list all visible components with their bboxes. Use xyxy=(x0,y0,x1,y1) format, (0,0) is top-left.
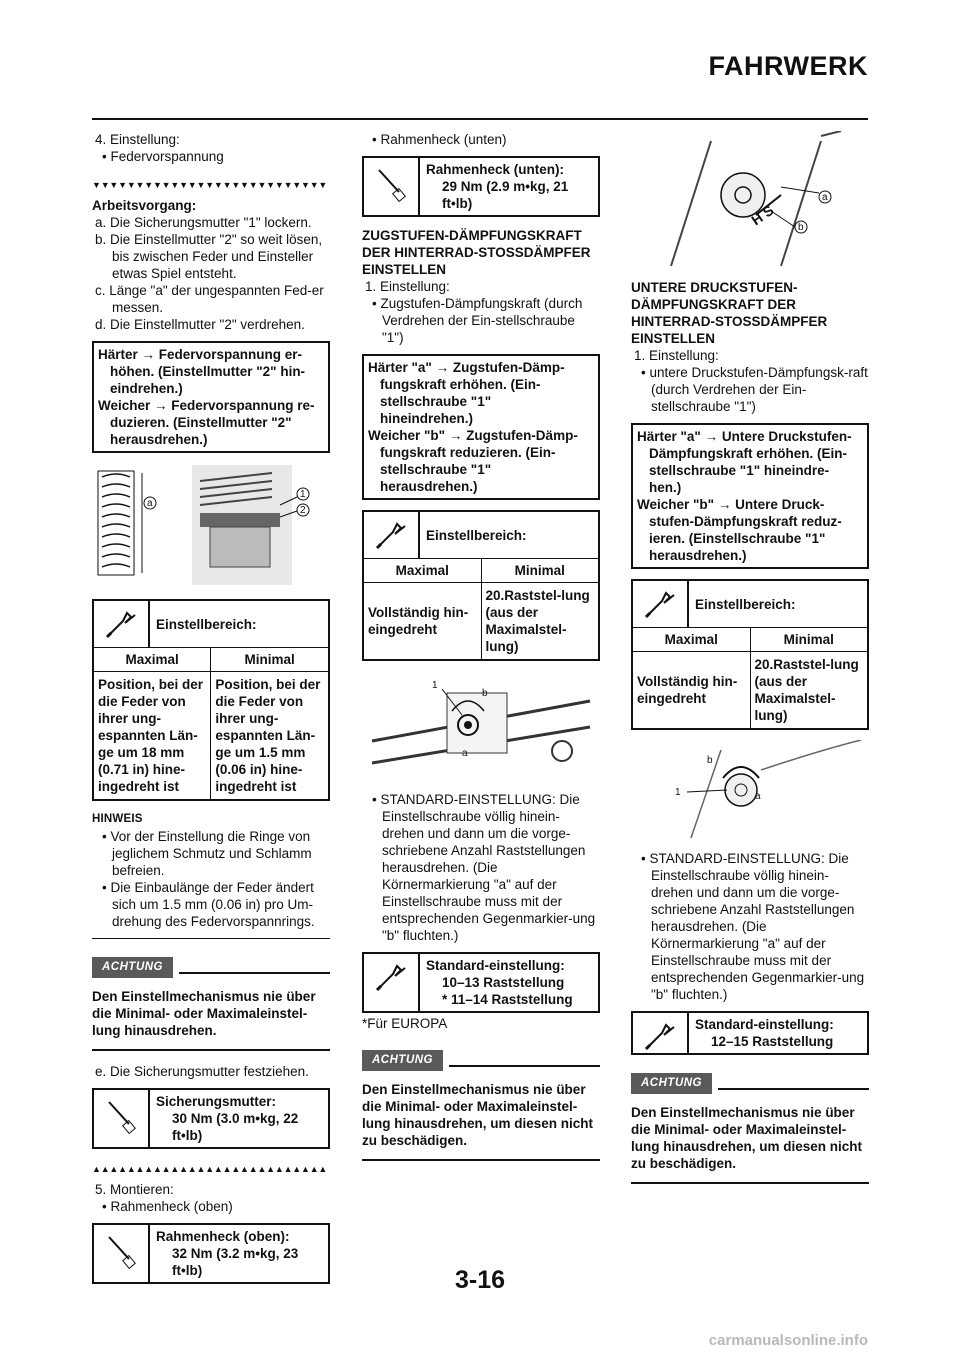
range-table: Einstellbereich: Maximal Minimal Vollständig hin-eingedreht 20.Raststel-lung (aus der Maximalstel-lung) xyxy=(362,510,600,661)
step-b: b. Die Einstellmutter "2" so weit lösen, bis zwischen Feder und Einsteller etwas Spiel entsteht. xyxy=(95,232,323,281)
label-a: a xyxy=(147,498,153,509)
harder-softer-box: Härter → Federvorspannung er- höhen. (Einstellmutter "2" hin- eindrehen.) Weicher → Federvorspannung re- duzieren. (Einstellmutter "2" herausdrehen.) xyxy=(92,341,330,453)
rebound-adjuster-figure xyxy=(362,671,600,781)
caution-badge: ACHTUNG xyxy=(631,1073,712,1094)
wrench-icon xyxy=(633,581,689,627)
step-1: 1. Einstellung: xyxy=(365,279,450,294)
watermark: carmanualsonline.info xyxy=(708,1332,868,1349)
label-a: a xyxy=(462,748,468,759)
wrench-icon xyxy=(94,601,150,647)
note-rule xyxy=(92,938,330,939)
section-title-rebound: ZUGSTUFEN-DÄMPFUNGSKRAFT DER HINTERRAD-STOSSDÄMPFER EINSTELLEN xyxy=(362,228,591,277)
step-1: 1. Einstellung: xyxy=(634,348,719,363)
page-title: FAHRWERK xyxy=(708,51,868,81)
caution-badge: ACHTUNG xyxy=(362,1050,443,1071)
footnote: *Für EUROPA xyxy=(362,1016,448,1031)
step-1-bullet: • untere Druckstufen-Dämpfungsk-raft (durch Verdrehen der Ein-stellschraube "1") xyxy=(631,364,869,415)
standard-setting-bullet: • STANDARD-EINSTELLUNG: Die Einstellschraube völlig hinein-drehen und dann um die vorge-schriebene Anzahl Raststellungen herausdrehen. (Die Körnermarkierung "a" auf der Einstellschraube muss mit der entsprechenden Gegenmarkier-ung "b" fluchten.) xyxy=(631,850,869,1003)
step-d: d. Die Einstellmutter "2" verdrehen. xyxy=(95,317,305,332)
caution-header xyxy=(92,957,330,978)
label-b: b xyxy=(798,222,804,233)
caution-text: Den Einstellmechanismus nie über die Minimal- oder Maximaleinstel-lung hinausdrehen, um diesen nicht zu beschädigen. xyxy=(631,1105,863,1171)
lower-frame-bullet: • Rahmenheck (unten) xyxy=(362,131,600,148)
standard-setting-box: Standard-einstellung: 12–15 Raststellung xyxy=(631,1011,869,1055)
step-1-bullet: • Zugstufen-Dämpfungskraft (durch Verdrehen der Ein-stellschraube "1") xyxy=(362,295,600,346)
column-2 xyxy=(362,131,600,1161)
step-a: a. Die Sicherungsmutter "1" lockern. xyxy=(95,215,312,230)
harder-softer-box: Härter "a" → Zugstufen-Dämp- fungskraft erhöhen. (Ein- stellschraube "1" hineindrehen.) Weicher "b" → Zugstufen-Dämp- fungskraft reduzieren. (Ein- stellschraube "1" herausdrehen.) xyxy=(362,354,600,500)
step-5-bullet: • Rahmenheck (oben) xyxy=(92,1198,330,1215)
label-b: b xyxy=(707,755,713,766)
section-title-compression: UNTERE DRUCKSTUFEN-DÄMPFUNGSKRAFT DER HINTERRAD-STOSSDÄMPFER EINSTELLEN xyxy=(631,280,828,346)
wrench-icon xyxy=(364,954,420,1011)
note-heading: HINWEIS xyxy=(92,813,143,825)
compression-adjuster-figure-top xyxy=(631,131,869,269)
range-table: Einstellbereich: Maximal Minimal Vollständig hin-eingedreht 20.Raststel-lung (aus der Maximalstel-lung) xyxy=(631,579,869,730)
header-rule xyxy=(92,118,868,120)
column-1 xyxy=(92,131,330,1294)
step-5: 5. Montieren: xyxy=(95,1182,174,1197)
caution-badge: ACHTUNG xyxy=(92,957,173,978)
step-c: c. Länge "a" der ungespannten Fed-er messen. xyxy=(95,283,324,315)
wrench-icon xyxy=(364,512,420,558)
caution-text: Den Einstellmechanismus nie über die Minimal- oder Maximaleinstel-lung hinausdrehen, um diesen nicht zu beschädigen. xyxy=(362,1082,594,1148)
harder-softer-box: Härter "a" → Untere Druckstufen- Dämpfungskraft erhöhen. (Ein- stellschraube "1" hineindre- hen.) Weicher "b" → Untere Druck- stufen-Dämpfungskraft reduz- ieren. (Einstellschraube "1" herausdrehen.) xyxy=(631,423,869,569)
step-4: 4. Einstellung: xyxy=(95,132,180,147)
procedure-title: Arbeitsvorgang: xyxy=(92,198,197,213)
hs-marking: H S xyxy=(748,201,777,229)
torque-box-locknut: Sicherungsmutter: 30 Nm (3.0 m•kg, 22 ft•lb) xyxy=(92,1088,330,1149)
caution-text: Den Einstellmechanismus nie über die Minimal- oder Maximaleinstel-lung hinausdrehen. xyxy=(92,989,316,1038)
range-table: Einstellbereich: Maximal Minimal Position, bei der die Feder von ihrer ung-espannten Län-ge um 18 mm (0.71 in) hine-ingedreht ist Position, bei der die Feder von ihrer ung-espannten Län-ge um 1.5 mm (0.06 in) hine-ingedreht ist xyxy=(92,599,330,801)
caution-header xyxy=(362,1050,600,1071)
column-3 xyxy=(631,131,869,1184)
label-1: 1 xyxy=(675,787,681,798)
label-a: a xyxy=(755,791,761,802)
step-e: e. Die Sicherungsmutter festziehen. xyxy=(95,1064,309,1079)
caution-header xyxy=(631,1073,869,1094)
spring-preload-figure xyxy=(92,463,330,589)
torque-wrench-icon xyxy=(364,158,420,215)
compression-adjuster-figure-bottom xyxy=(631,740,869,840)
standard-setting-box: Standard-einstellung: 10–13 Raststellung * 11–14 Raststellung xyxy=(362,952,600,1013)
label-2: 2 xyxy=(300,505,306,516)
torque-wrench-icon xyxy=(94,1090,150,1147)
label-b: b xyxy=(482,688,488,699)
label-a: a xyxy=(822,192,828,203)
torque-box-lower: Rahmenheck (unten): 29 Nm (2.9 m•kg, 21 ft•lb) xyxy=(362,156,600,217)
procedure-end-marker: ▲▲▲▲▲▲▲▲▲▲▲▲▲▲▲▲▲▲▲▲▲▲▲▲▲▲▲ xyxy=(92,1164,328,1174)
note-item: • Die Einbaulänge der Feder ändert sich um 1.5 mm (0.06 in) pro Um-drehung des Federvorspannrings. xyxy=(92,879,330,930)
note-item: • Vor der Einstellung die Ringe von jeglichem Schmutz und Schlamm befreien. xyxy=(92,828,330,879)
label-1: 1 xyxy=(432,680,438,691)
label-1: 1 xyxy=(300,489,306,500)
step-4-bullet: • Federvorspannung xyxy=(92,148,330,165)
page-number: 3-16 xyxy=(454,1266,506,1294)
procedure-start-marker: ▼▼▼▼▼▼▼▼▼▼▼▼▼▼▼▼▼▼▼▼▼▼▼▼▼▼▼ xyxy=(92,180,328,190)
standard-setting-bullet: • STANDARD-EINSTELLUNG: Die Einstellschraube völlig hinein-drehen und dann um die vorge-schriebene Anzahl Raststellungen herausdrehen. (Die Körnermarkierung "a" auf der Einstellschraube muss mit der entsprechenden Gegenmarkier-ung "b" fluchten.) xyxy=(362,791,600,944)
wrench-icon xyxy=(633,1013,689,1053)
torque-box-upper: Rahmenheck (oben): 32 Nm (3.2 m•kg, 23 ft•lb) xyxy=(92,1223,330,1284)
